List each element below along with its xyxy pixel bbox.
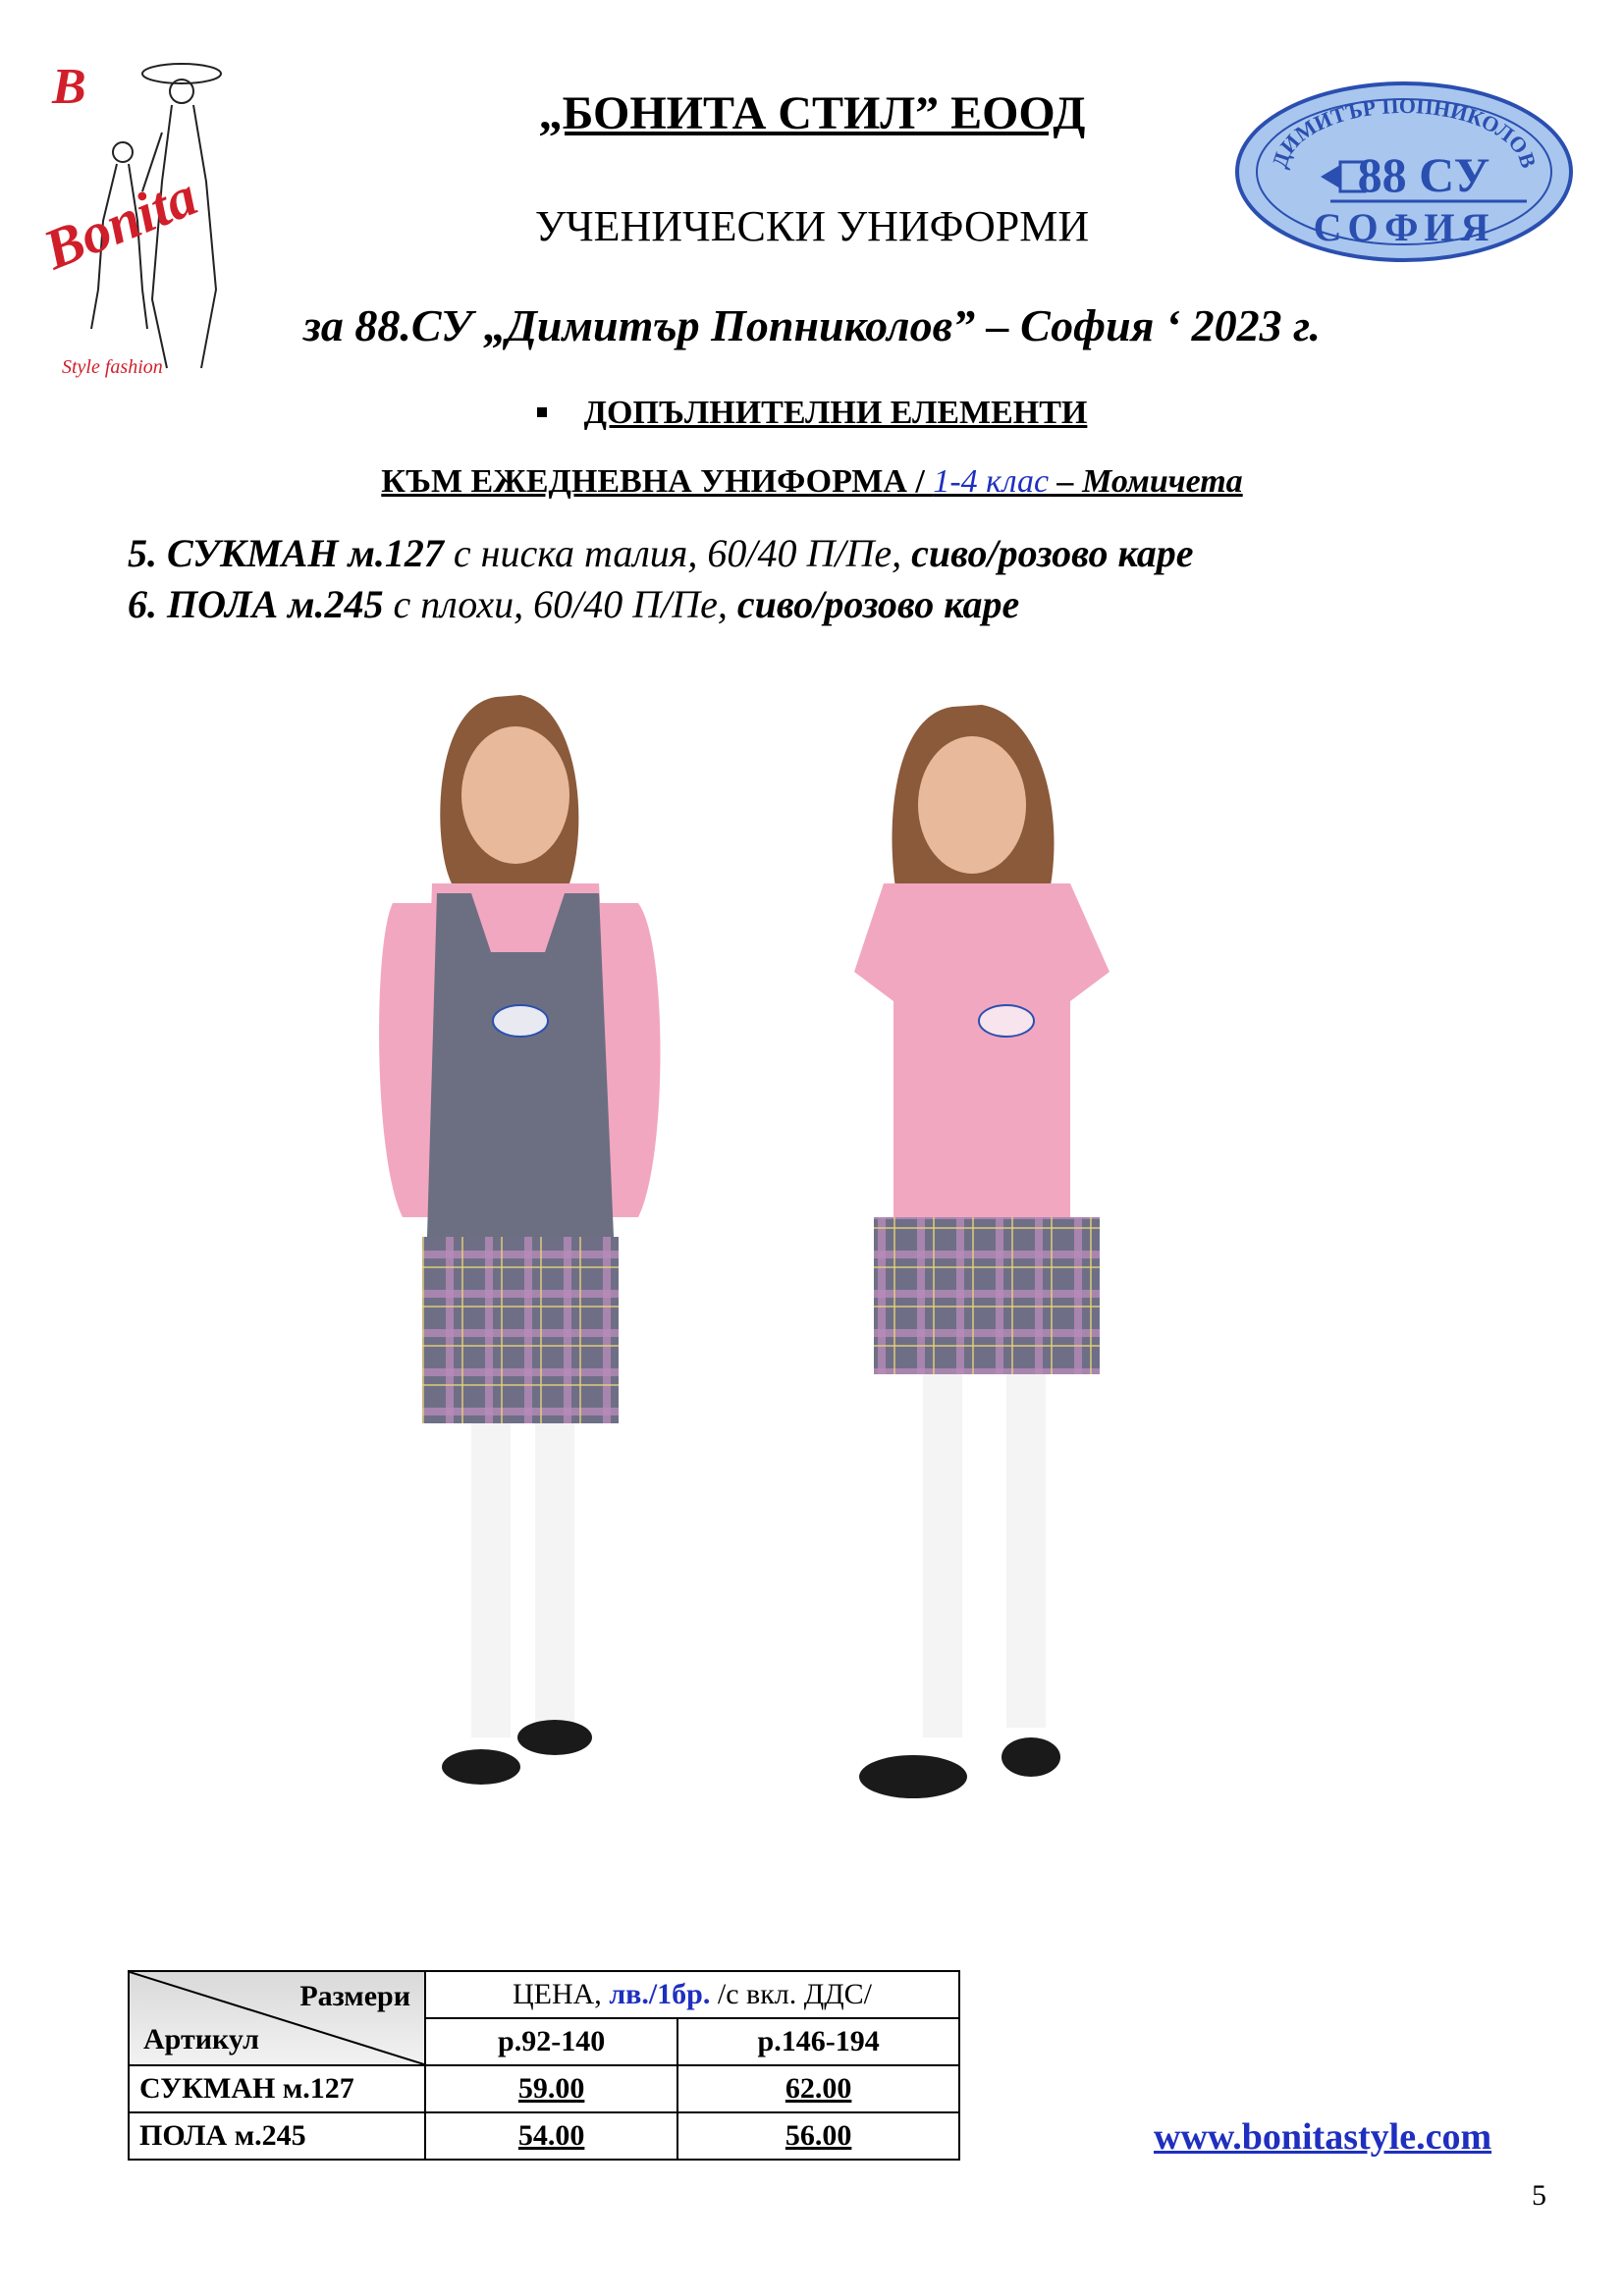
item-color: сиво/розово каре: [911, 531, 1194, 575]
section-sub-suffix: – Момичета: [1049, 463, 1243, 500]
seal-top-arc: ДИМИТЪР ПОПНИКОЛОВ: [1267, 92, 1542, 172]
price-table: [128, 1970, 960, 2161]
logo-tagline: Style fashion: [62, 356, 163, 378]
size-col-1: р.92-140: [425, 2018, 677, 2065]
uniform-photo: [353, 648, 1375, 1944]
article-name: СУКМАН м.127: [129, 2065, 425, 2112]
item-line: 6. ПОЛА м.245 с плохи, 60/40 П/Пе, сиво/розово каре: [128, 582, 1020, 626]
section-title: ДОПЪЛНИТЕЛНИ ЕЛЕМЕНТИ: [583, 395, 1088, 431]
table-row: [129, 2112, 959, 2160]
table-row: [129, 2065, 959, 2112]
logo-brand: Bonita: [44, 163, 206, 283]
item-color: сиво/розово каре: [736, 582, 1020, 626]
catalog-subtitle: УЧЕНИЧЕСКИ УНИФОРМИ: [534, 202, 1090, 250]
item-name: ПОЛА м.245: [167, 582, 384, 626]
website-link[interactable]: www.bonitastyle.com: [1154, 2116, 1492, 2158]
grade-range: 1-4 клас: [933, 463, 1050, 500]
table-corner-cell: [129, 1971, 425, 2065]
girl-left: [379, 695, 660, 1785]
price-header: ЦЕНА, лв./1бр. /с вкл. ДДС/: [425, 1971, 959, 2018]
section-sub-prefix: КЪМ ЕЖЕДНЕВНА УНИФОРМА /: [381, 463, 934, 500]
price-cell: 62.00: [677, 2065, 959, 2112]
school-line: за 88.СУ „Димитър Попниколов” – София ‘ 2023 г.: [302, 300, 1322, 350]
logo-monogram: B: [52, 59, 86, 115]
item-desc: с плохи, 60/40 П/Пе,: [383, 582, 737, 626]
article-name: ПОЛА м.245: [129, 2112, 425, 2160]
item-desc: с ниска талия, 60/40 П/Пе,: [443, 531, 912, 575]
price-cell: 59.00: [425, 2065, 677, 2112]
section-subheading: [0, 463, 1624, 501]
bullet-icon: [537, 407, 547, 417]
price-cell: 56.00: [677, 2112, 959, 2160]
item-line: 5. СУКМАН м.127 с ниска талия, 60/40 П/Пе, сиво/розово каре: [128, 531, 1194, 575]
price-cell: 54.00: [425, 2112, 677, 2160]
seal-center: 88 СУ: [1357, 147, 1490, 202]
article-label: Артикул: [143, 2023, 259, 2056]
company-name: „БОНИТА СТИЛ” ЕООД: [538, 87, 1086, 139]
sizes-label: Размери: [299, 1980, 410, 2012]
girl-right: [854, 705, 1110, 1798]
size-col-2: р.146-194: [677, 2018, 959, 2065]
item-name: СУКМАН м.127: [167, 531, 444, 575]
seal-bottom: СОФИЯ: [1313, 205, 1495, 249]
section-heading: [0, 395, 1624, 432]
page-number: 5: [1532, 2179, 1546, 2212]
